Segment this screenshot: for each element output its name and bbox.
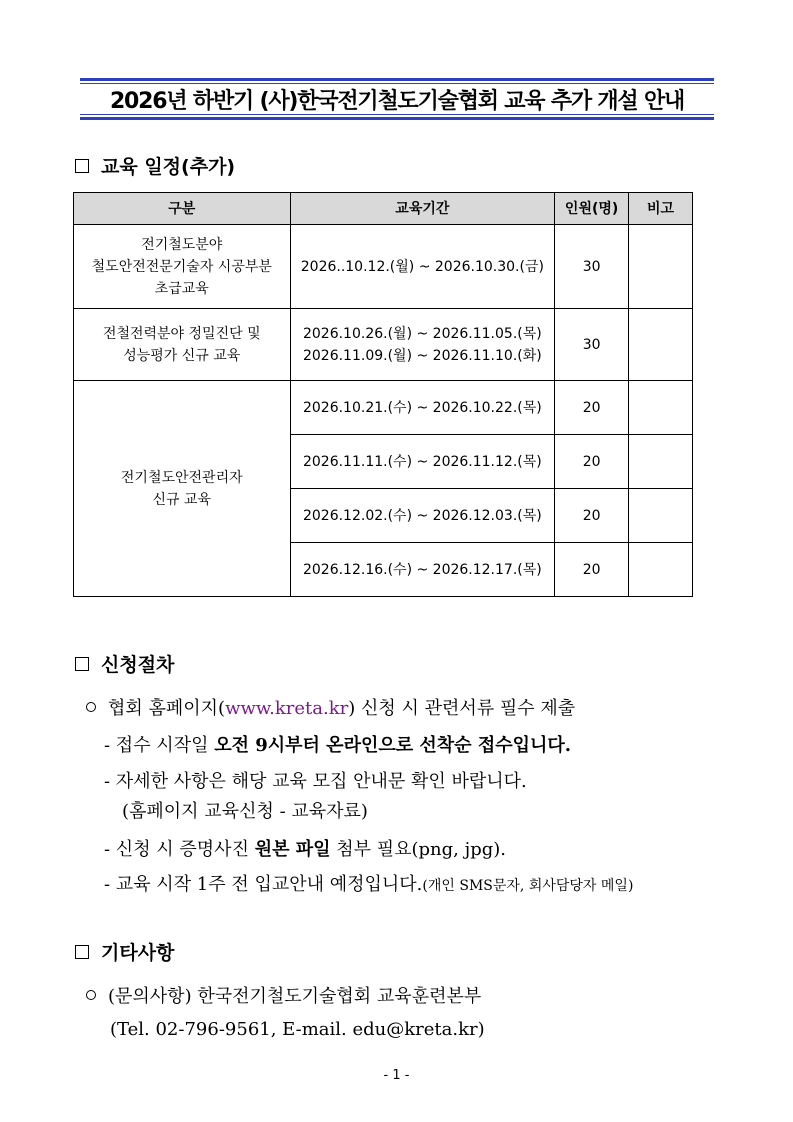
category-line: 전철전력분야 정밀진단 및: [102, 325, 261, 342]
note-cell: [629, 381, 693, 435]
period-line: 2026.10.26.(월) ~ 2026.11.05.(목): [302, 325, 542, 342]
header-period: 교육기간: [290, 193, 555, 225]
text: (문의사항) 한국전기철도기술협회 교육훈련본부: [108, 986, 482, 1007]
category-line: 신규 교육: [152, 491, 212, 508]
category-line: 전기철도분야: [141, 236, 223, 253]
category-cell: [74, 225, 291, 309]
text: 첨부 필요(png, jpg).: [330, 839, 506, 860]
page-number: - 1 -: [383, 1068, 410, 1083]
note-cell: [629, 435, 693, 489]
section-schedule: [75, 152, 235, 179]
note-cell: [629, 543, 693, 597]
header-note: 비고: [629, 193, 693, 225]
other-line-2: (Tel. 02-796-9561, E-mail. edu@kreta.kr): [110, 1019, 485, 1040]
procedure-line-6: [104, 870, 633, 896]
circle-bullet-icon: [86, 702, 96, 712]
procedure-line-5: [104, 835, 506, 861]
title-banner: [80, 78, 714, 120]
homepage-link[interactable]: www.kreta.kr: [225, 698, 349, 719]
section-procedure-label: 신청절차: [101, 654, 175, 676]
category-cell: [74, 309, 291, 381]
text: - 신청 시 증명사진: [104, 839, 255, 860]
table-row: [74, 225, 693, 309]
period-cell: 2026.11.11.(수) ~ 2026.11.12.(목): [290, 435, 555, 489]
period-cell: 2026..10.12.(월) ~ 2026.10.30.(금): [290, 225, 555, 309]
table-row: [74, 309, 693, 381]
procedure-line-2: [104, 731, 571, 757]
note-cell: [629, 489, 693, 543]
text: 협회 홈페이지(: [108, 698, 226, 719]
text: - 교육 시작 1주 전 입교안내 예정입니다.: [104, 874, 423, 895]
section-other: [75, 938, 174, 965]
count-cell: 20: [555, 381, 629, 435]
section-other-label: 기타사항: [101, 942, 175, 964]
square-bullet-icon: [75, 945, 89, 959]
period-cell: 2026.12.02.(수) ~ 2026.12.03.(목): [290, 489, 555, 543]
square-bullet-icon: [75, 657, 89, 671]
count-cell: 20: [555, 489, 629, 543]
text: - 접수 시작일: [104, 735, 215, 756]
square-bullet-icon: [75, 159, 89, 173]
category-cell: [74, 381, 291, 597]
period-cell: [290, 309, 555, 381]
count-cell: 20: [555, 435, 629, 489]
note-cell: [629, 225, 693, 309]
count-cell: 30: [555, 309, 629, 381]
table-row: [74, 381, 693, 435]
other-line-1: [86, 982, 481, 1008]
procedure-line-3: - 자세한 사항은 해당 교육 모집 안내문 확인 바랍니다.: [104, 771, 527, 792]
procedure-line-1: [86, 694, 575, 720]
bold-text: 원본 파일: [254, 839, 331, 860]
header-count: 인원(명): [555, 193, 629, 225]
bold-text: 오전 9시부터 온라인으로 선착순 접수입니다.: [214, 735, 572, 756]
table-header-row: [74, 193, 693, 225]
category-line: 전기철도안전관리자: [120, 469, 243, 486]
page-title: 2026년 하반기 (사)한국전기철도기술협회 교육 추가 개설 안내: [109, 88, 685, 114]
circle-bullet-icon: [86, 990, 96, 1000]
section-schedule-label: 교육 일정(추가): [101, 156, 236, 178]
procedure-line-4: (홈페이지 교육신청 - 교육자료): [122, 801, 368, 822]
category-line: 성능평가 신규 교육: [123, 347, 241, 364]
category-line: 철도안전전문기술자 시공부분: [91, 258, 272, 275]
note-cell: [629, 309, 693, 381]
count-cell: 30: [555, 225, 629, 309]
period-cell: 2026.12.16.(수) ~ 2026.12.17.(목): [290, 543, 555, 597]
category-line: 초급교육: [154, 280, 209, 297]
schedule-table: [73, 192, 693, 597]
header-category: 구분: [74, 193, 291, 225]
small-text: (개인 SMS문자, 회사담당자 메일): [422, 878, 634, 894]
text: ) 신청 시 관련서류 필수 제출: [348, 698, 576, 719]
section-procedure: [75, 650, 174, 677]
count-cell: 20: [555, 543, 629, 597]
period-line: 2026.11.09.(월) ~ 2026.11.10.(화): [302, 347, 542, 364]
period-cell: 2026.10.21.(수) ~ 2026.10.22.(목): [290, 381, 555, 435]
